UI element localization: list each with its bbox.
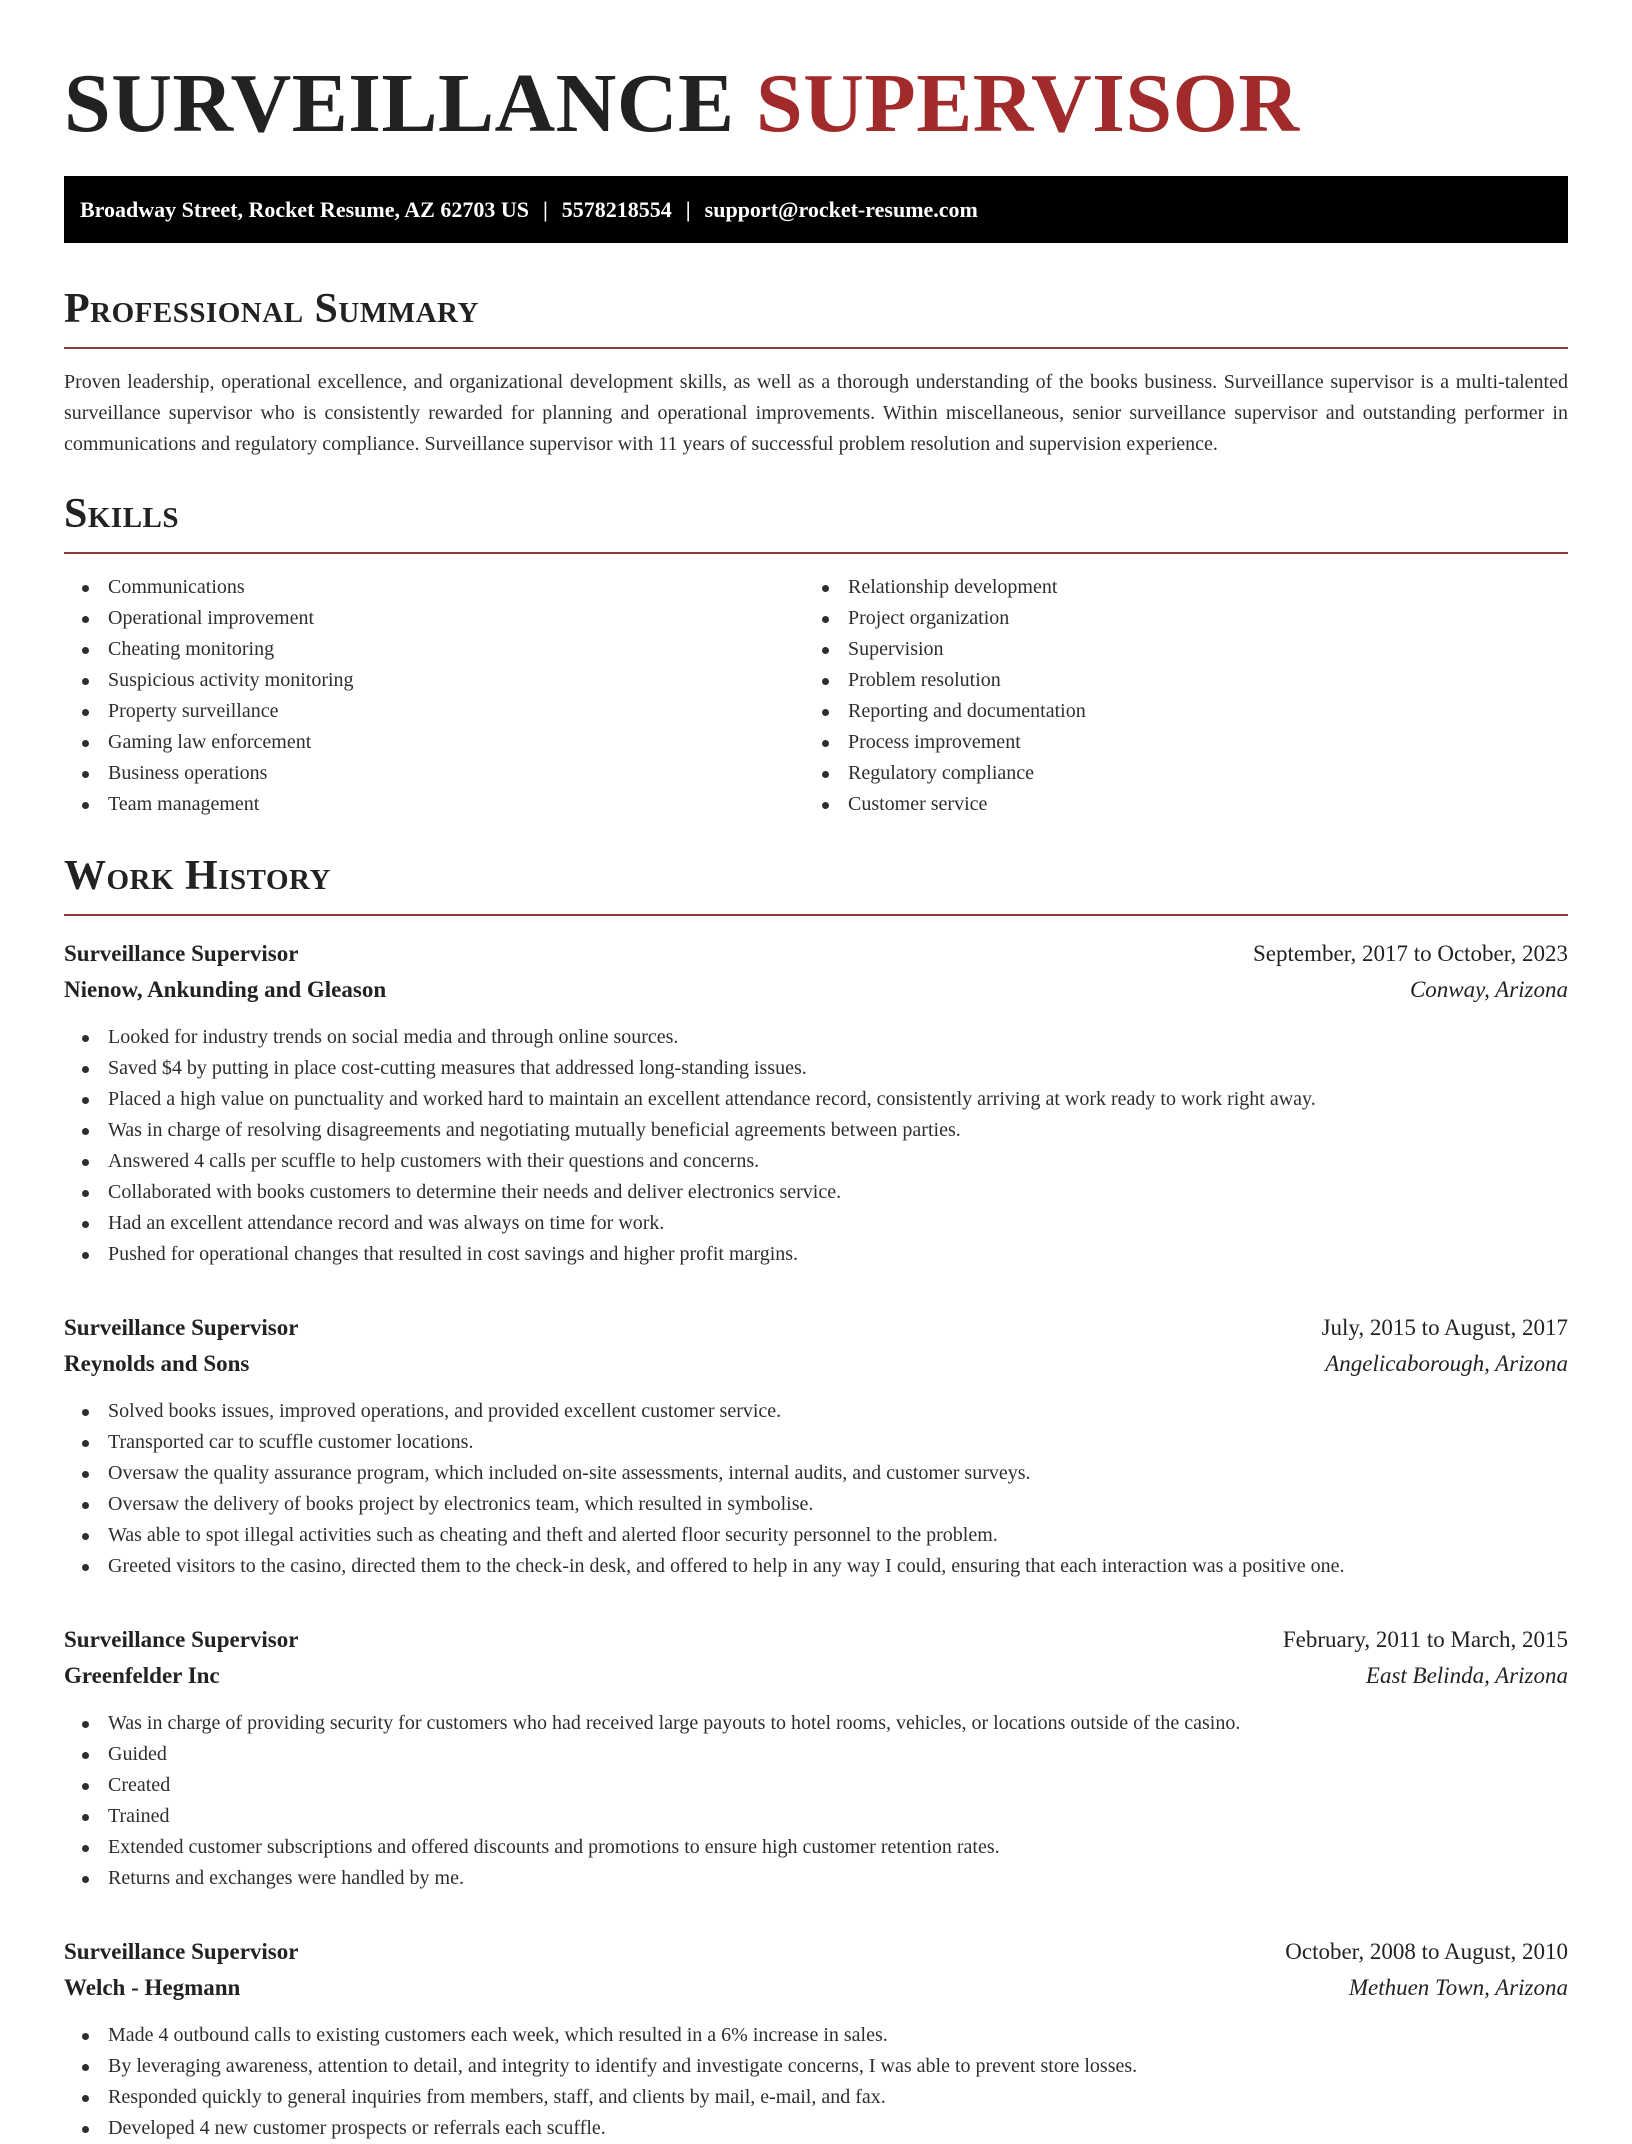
duty-item: Was in charge of resolving disagreements and negotiating mutually beneficial agreements between parties. [64,1115,1568,1146]
job-duties [64,2020,1568,2144]
duty-item: Greeted visitors to the casino, directed them to the check-in desk, and offered to help in any way I could, ensuring that each interaction was a positive one. [64,1551,1568,1582]
job-dates: February, 2011 to March, 2015 [1282,1627,1568,1652]
job-company: Greenfelder Inc [64,1663,220,1688]
contact-separator: | [685,197,691,222]
section-divider [64,914,1568,916]
skill-item: Regulatory compliance [804,758,1544,789]
job-company-row [64,1346,1568,1382]
job-company-row [64,1970,1568,2006]
contact-bar [64,176,1568,243]
job-duties [64,1708,1568,1894]
job-company-row [64,1658,1568,1694]
name-first-part: SURVEILLANCE [64,57,735,150]
skills-list [64,572,1568,820]
job-entry [64,1622,1568,1894]
job-location: Methuen Town, Arizona [1348,1975,1568,2000]
skill-item: Cheating monitoring [64,634,804,665]
duty-item: Was in charge of providing security for customers who had received large payouts to hotel rooms, vehicles, or locations outside of the casino. [64,1708,1568,1739]
contact-phone: 5578218554 [561,197,672,222]
job-duties [64,1022,1568,1270]
duty-item: Oversaw the quality assurance program, which included on-site assessments, internal audits, and customer surveys. [64,1458,1568,1489]
duty-item: Solved books issues, improved operations, and provided excellent customer service. [64,1396,1568,1427]
job-dates: September, 2017 to October, 2023 [1253,941,1568,966]
job-dates: October, 2008 to August, 2010 [1285,1939,1568,1964]
section-divider [64,347,1568,349]
job-header-row [64,1934,1568,1970]
contact-address: Broadway Street, Rocket Resume, AZ 62703 US [80,197,529,222]
duty-item: By leveraging awareness, attention to detail, and integrity to identify and investigate concerns, I was able to prevent store losses. [64,2051,1568,2082]
job-header-row [64,1310,1568,1346]
contact-email: support@rocket-resume.com [704,197,978,222]
duty-item: Responded quickly to general inquiries from members, staff, and clients by mail, e-mail, and fax. [64,2082,1568,2113]
skill-item: Business operations [64,758,804,789]
job-location: Conway, Arizona [1409,977,1568,1002]
resume-name [64,54,1568,154]
section-divider [64,552,1568,554]
duty-item: Made 4 outbound calls to existing customers each week, which resulted in a 6% increase in sales. [64,2020,1568,2051]
contact-separator: | [542,197,548,222]
duty-item: Developed 4 new customer prospects or referrals each scuffle. [64,2113,1568,2144]
duty-item: Extended customer subscriptions and offered discounts and promotions to ensure high customer retention rates. [64,1832,1568,1863]
job-location: Angelicaborough, Arizona [1325,1351,1568,1376]
skills-column-left [64,572,804,820]
duty-item: Collaborated with books customers to determine their needs and deliver electronics service. [64,1177,1568,1208]
summary-text: Proven leadership, operational excellence, and organizational development skills, as well as a thorough understanding of the books business. Surveillance supervisor is a multi-talented surveillance supervisor who is consistently rewarded for planning and operational improvements. Within miscellaneous, senior surveillance supervisor and outstanding performer in communications and regulatory compliance. Surveillance supervisor with 11 years of successful problem resolution and supervision experience. [64,371,1568,455]
skill-item: Reporting and documentation [804,696,1544,727]
job-header-row [64,936,1568,972]
job-entry [64,1310,1568,1582]
skill-item: Communications [64,572,804,603]
duty-item: Had an excellent attendance record and was always on time for work. [64,1208,1568,1239]
duty-item: Transported car to scuffle customer locations. [64,1427,1568,1458]
job-title: Surveillance Supervisor [64,1627,299,1652]
skill-item: Customer service [804,789,1544,820]
job-location: East Belinda, Arizona [1365,1663,1568,1688]
job-title: Surveillance Supervisor [64,1939,299,1964]
job-company: Welch - Hegmann [64,1975,241,2000]
job-title: Surveillance Supervisor [64,1315,299,1340]
duty-item: Pushed for operational changes that resulted in cost savings and higher profit margins. [64,1239,1568,1270]
work-history-heading: Work History [64,853,331,899]
duty-item: Returns and exchanges were handled by me. [64,1863,1568,1894]
job-header-row [64,1622,1568,1658]
skill-item: Gaming law enforcement [64,727,804,758]
summary-heading: Professional Summary [64,286,479,332]
job-company-row [64,972,1568,1008]
duty-item: Guided [64,1739,1568,1770]
skill-item: Property surveillance [64,696,804,727]
skill-item: Supervision [804,634,1544,665]
job-company: Nienow, Ankunding and Gleason [64,977,387,1002]
job-entry [64,936,1568,1270]
skills-heading: Skills [64,491,180,537]
duty-item: Looked for industry trends on social media and through online sources. [64,1022,1568,1053]
name-accent-part: SUPERVISOR [756,57,1300,150]
job-entry [64,1934,1568,2144]
skill-item: Problem resolution [804,665,1544,696]
duty-item: Answered 4 calls per scuffle to help customers with their questions and concerns. [64,1146,1568,1177]
skills-column-right [804,572,1544,820]
duty-item: Trained [64,1801,1568,1832]
skill-item: Operational improvement [64,603,804,634]
skill-item: Suspicious activity monitoring [64,665,804,696]
job-title: Surveillance Supervisor [64,941,299,966]
job-company: Reynolds and Sons [64,1351,250,1376]
skill-item: Team management [64,789,804,820]
skill-item: Project organization [804,603,1544,634]
skill-item: Process improvement [804,727,1544,758]
duty-item: Oversaw the delivery of books project by electronics team, which resulted in symbolise. [64,1489,1568,1520]
skill-item: Relationship development [804,572,1544,603]
job-dates: July, 2015 to August, 2017 [1321,1315,1568,1340]
job-duties [64,1396,1568,1582]
duty-item: Created [64,1770,1568,1801]
duty-item: Was able to spot illegal activities such as cheating and theft and alerted floor security personnel to the problem. [64,1520,1568,1551]
duty-item: Saved $4 by putting in place cost-cutting measures that addressed long-standing issues. [64,1053,1568,1084]
duty-item: Placed a high value on punctuality and worked hard to maintain an excellent attendance record, consistently arriving at work ready to work right away. [64,1084,1568,1115]
